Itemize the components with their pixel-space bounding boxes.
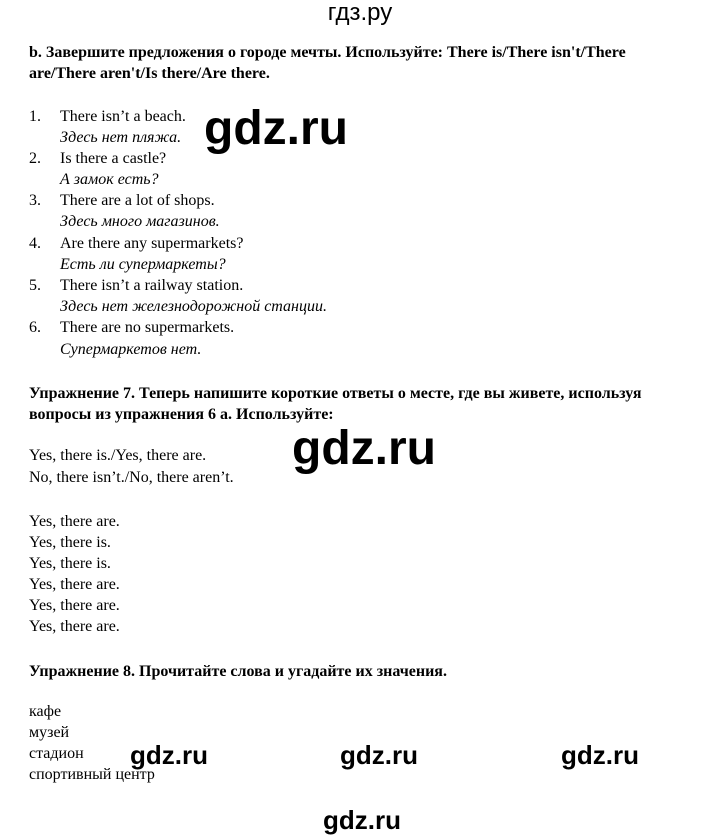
item-number: 3. xyxy=(29,192,41,209)
watermark: gdz.ru xyxy=(561,740,639,770)
answer-line: Yes, there is. xyxy=(29,555,111,572)
watermark: gdz.ru xyxy=(323,805,401,835)
item-number: 1. xyxy=(29,108,41,125)
word-item: спортивный центр xyxy=(29,766,155,783)
watermark: gdz.ru xyxy=(130,740,208,770)
pattern-positive: Yes, there is./Yes, there are. xyxy=(29,447,207,464)
watermark: gdz.ru xyxy=(204,102,348,155)
item-russian: Есть ли супермаркеты? xyxy=(60,256,226,273)
watermark: gdz.ru xyxy=(340,740,418,770)
item-russian: Здесь нет железнодорожной станции. xyxy=(60,298,327,315)
section-b-instruction: b. Завершите предложения о городе мечты. Используйте: There is/There isn't/There are/There aren't/Is there/Are there. xyxy=(29,44,626,82)
site-title: гдз.ру xyxy=(327,0,393,26)
item-number: 2. xyxy=(29,150,41,167)
item-english: Are there any supermarkets? xyxy=(60,235,244,252)
answer-line: Yes, there are. xyxy=(29,597,120,614)
item-english: There isn’t a beach. xyxy=(60,108,186,125)
item-russian: Здесь нет пляжа. xyxy=(60,129,182,146)
item-russian: Здесь много магазинов. xyxy=(60,213,220,230)
item-english: Is there a castle? xyxy=(60,150,167,167)
word-item: музей xyxy=(29,724,70,741)
item-english: There are no supermarkets. xyxy=(60,319,235,336)
item-number: 6. xyxy=(29,319,41,336)
item-russian: А замок есть? xyxy=(60,171,159,188)
item-russian: Супермаркетов нет. xyxy=(60,341,202,358)
item-number: 5. xyxy=(29,277,41,294)
item-number: 4. xyxy=(29,235,41,252)
answer-line: Yes, there are. xyxy=(29,513,120,530)
item-english: There isn’t a railway station. xyxy=(60,277,244,294)
answer-line: Yes, there are. xyxy=(29,618,120,635)
word-item: кафе xyxy=(29,703,62,720)
answer-line: Yes, there is. xyxy=(29,534,111,551)
item-english: There are a lot of shops. xyxy=(60,192,215,209)
exercise7-heading: Упражнение 7. Теперь напишите короткие ответы о месте, где вы живете, используя вопросы из упражнения 6 а. Используйте: xyxy=(29,385,642,423)
word-item: стадион xyxy=(29,745,84,762)
watermark: gdz.ru xyxy=(292,422,436,475)
answer-line: Yes, there are. xyxy=(29,576,120,593)
pattern-negative: No, there isn’t./No, there aren’t. xyxy=(29,469,234,486)
exercise8-heading: Упражнение 8. Прочитайте слова и угадайте их значения. xyxy=(29,663,447,680)
